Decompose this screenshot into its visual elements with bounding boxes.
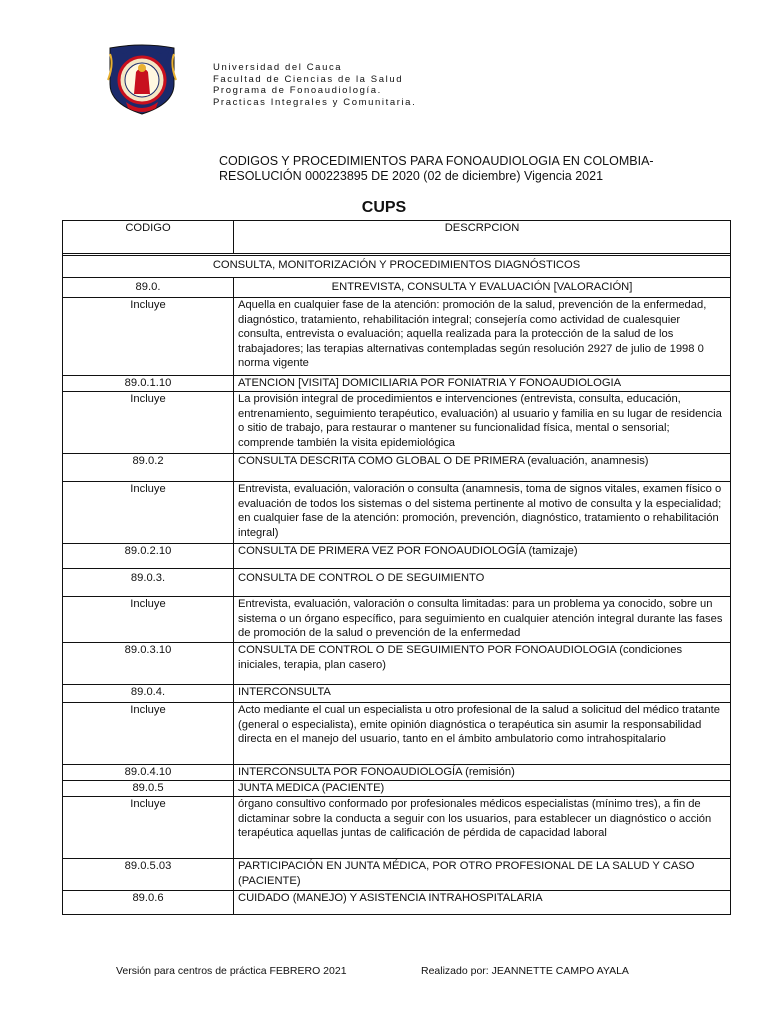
- description-cell: Acto mediante el cual un especialista u otro profesional de la salud a solicitud del médico tratante (general o especialista), emite opinión diagnóstica o terapéutica sin asumir la responsabilidad directa en el manejo del usuario, tanto en el ámbito ambulatorio como intrahospitalario: [234, 703, 731, 765]
- description-cell: ENTREVISTA, CONSULTA Y EVALUACIÓN [VALORACIÓN]: [234, 278, 731, 298]
- description-cell: La provisión integral de procedimientos e intervenciones (entrevista, consulta, educación, entrenamiento, seguimiento terapéutico, evaluación) al usuario y familia en su lugar de residencia o sitio de trabajo, para restaurar o mantener su funcionalidad física, mental o sensorial; comprende también la visita epidemiológica: [234, 392, 731, 454]
- practice-name: Practicas Integrales y Comunitaria.: [213, 96, 417, 108]
- table-row: [63, 454, 731, 482]
- university-name: Universidad del Cauca: [213, 62, 343, 73]
- table-row: [63, 891, 731, 915]
- code-cell: 89.0.4.10: [63, 765, 234, 781]
- code-cell: 89.0.5.03: [63, 859, 234, 891]
- document-title-line-1: CODIGOS Y PROCEDIMIENTOS PARA FONOAUDIOLOGIA EN COLOMBIA-: [219, 154, 654, 168]
- cups-heading: CUPS: [361, 199, 407, 216]
- table-row: [63, 392, 731, 454]
- description-cell: CONSULTA DE CONTROL O DE SEGUIMIENTO: [234, 569, 731, 597]
- code-cell: Incluye: [63, 482, 234, 544]
- table-row: [63, 298, 731, 376]
- table-header-row: [63, 221, 731, 254]
- column-header-description: DESCRPCION: [234, 221, 731, 254]
- code-cell: Incluye: [63, 392, 234, 454]
- description-cell: Aquella en cualquier fase de la atención: promoción de la salud, prevención de la enfermedad, diagnóstico, tratamiento, rehabilitación integral; consejería como actividad de cualesquier consulta, entrevista o evaluación; aquella realizada para la protección de la salud de los trabajadores; las terapias alternativas contempladas según resolución 2927 de julio de 1998 0 norma vigente: [234, 298, 731, 376]
- code-cell: 89.0.3.: [63, 569, 234, 597]
- table-row: [63, 597, 731, 643]
- table-row: [63, 685, 731, 703]
- table-row: [63, 703, 731, 765]
- version-note: Versión para centros de práctica FEBRERO 2021: [116, 965, 347, 977]
- table-row: [63, 569, 731, 597]
- university-seal-icon: [104, 44, 180, 116]
- author-note: Realizado por: JEANNETTE CAMPO AYALA: [421, 965, 629, 977]
- description-cell: CONSULTA DESCRITA COMO GLOBAL O DE PRIMERA (evaluación, anamnesis): [234, 454, 731, 482]
- table-row: [63, 376, 731, 392]
- description-cell: ATENCION [VISITA] DOMICILIARIA POR FONIATRIA Y FONOAUDIOLOGIA: [234, 376, 731, 392]
- code-cell: 89.0.3.10: [63, 643, 234, 685]
- table-row: [63, 278, 731, 298]
- table-row: [63, 797, 731, 859]
- document-title-line-2: RESOLUCIÓN 000223895 DE 2020 (02 de diciembre) Vigencia 2021: [219, 169, 604, 183]
- cups-table: [62, 220, 731, 915]
- code-cell: 89.0.5: [63, 781, 234, 797]
- code-cell: 89.0.4.: [63, 685, 234, 703]
- table-row: [63, 781, 731, 797]
- table-row: [63, 859, 731, 891]
- table-row: [63, 544, 731, 569]
- description-cell: CONSULTA DE CONTROL O DE SEGUIMIENTO POR FONOAUDIOLOGIA (condiciones iniciales, terapia, plan casero): [234, 643, 731, 685]
- document-title: [219, 154, 654, 184]
- column-header-code: CODIGO: [63, 221, 234, 254]
- description-cell: CONSULTA DE PRIMERA VEZ POR FONOAUDIOLOGÍA (tamizaje): [234, 544, 731, 569]
- description-cell: Entrevista, evaluación, valoración o consulta (anamnesis, toma de signos vitales, examen físico o evaluación de todos los sistemas o del sistema pertinente al motivo de consulta y la especialidad; en cualquier fase de la atención: promoción, prevención, diagnóstico, tratamiento o rehabilitación integral): [234, 482, 731, 544]
- faculty-name: Facultad de Ciencias de la Salud: [213, 73, 404, 85]
- code-cell: 89.0.2.10: [63, 544, 234, 569]
- description-cell: INTERCONSULTA POR FONOAUDIOLOGÍA (remisión): [234, 765, 731, 781]
- table-row: [63, 482, 731, 544]
- table-row: [63, 765, 731, 781]
- code-cell: Incluye: [63, 703, 234, 765]
- description-cell: Entrevista, evaluación, valoración o consulta limitadas: para un problema ya conocido, sobre un sistema o un órgano específico, para seguimiento en cualquier atención integral durante las fases de promoción de la salud o prevención de la enfermedad: [234, 597, 731, 643]
- code-cell: 89.0.2: [63, 454, 234, 482]
- description-cell: JUNTA MEDICA (PACIENTE): [234, 781, 731, 797]
- table-row: [63, 643, 731, 685]
- code-cell: Incluye: [63, 797, 234, 859]
- code-cell: 89.0.6: [63, 891, 234, 915]
- code-cell: Incluye: [63, 298, 234, 376]
- description-cell: órgano consultivo conformado por profesionales médicos especialistas (mínimo tres), a fin de dictaminar sobre la conducta a seguir con los usuarios, para establecer un diagnóstico o acción terapéutica aquellas juntas de calificación de pérdida de capacidad laboral: [234, 797, 731, 859]
- code-cell: Incluye: [63, 597, 234, 643]
- description-cell: PARTICIPACIÓN EN JUNTA MÉDICA, POR OTRO PROFESIONAL DE LA SALUD Y CASO (PACIENTE): [234, 859, 731, 891]
- description-cell: CUIDADO (MANEJO) Y ASISTENCIA INTRAHOSPITALARIA: [234, 891, 731, 915]
- description-cell: INTERCONSULTA: [234, 685, 731, 703]
- code-cell: 89.0.: [63, 278, 234, 298]
- institution-block: [213, 62, 416, 108]
- program-name: Programa de Fonoaudiología.: [213, 85, 382, 96]
- section-row: [63, 256, 731, 278]
- code-cell: 89.0.1.10: [63, 376, 234, 392]
- section-title: CONSULTA, MONITORIZACIÓN Y PROCEDIMIENTOS DIAGNÓSTICOS: [63, 256, 731, 278]
